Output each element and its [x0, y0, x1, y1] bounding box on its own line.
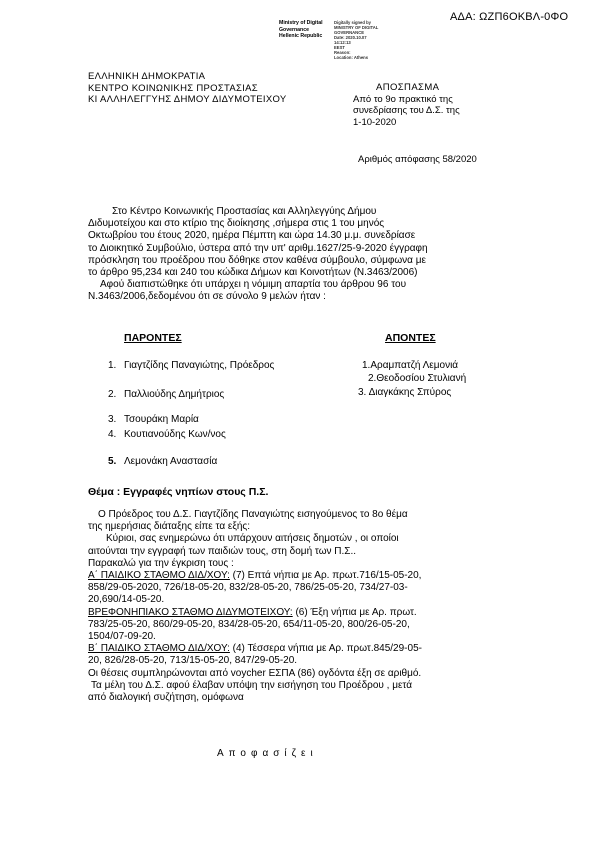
subject-line: Θέμα : Εγγραφές νηπίων στους Π.Σ. — [88, 486, 269, 498]
excerpt-block: ΑΠΟΣΠΑΣΜΑ Από το 9ο πρακτικό της συνεδρίασης του Δ.Σ. της 1-10-2020 — [353, 82, 460, 128]
present-heading: ΠΑΡΟΝΤΕΣ — [124, 332, 182, 344]
present-number: 1. — [108, 360, 117, 371]
issuer-header: ΕΛΛΗΝΙΚΗ ΔΗΜΟΚΡΑΤΙΑ ΚΕΝΤΡΟ ΚΟΙΝΩΝΙΚΗΣ ΠΡΟΣΤΑΣΙΑΣ ΚΙ ΑΛΛΗΛΕΓΓΥΗΣ ΔΗΜΟΥ ΔΙΔΥΜΟΤΕΙΧΟΥ — [88, 71, 287, 105]
decision-body: Ο Πρόεδρος του Δ.Σ. Γιαγτζίδης Παναγιώτης εισηγούμενος το 8ο θέμα της ημερήσιας διάταξης είπε τα εξής: Κύριοι, σας ενημερώνω ότι υπάρχουν αιτήσεις δημοτών , οι οποίοι αιτούνται την εγγραφή των παιδιών τους, στη δομή των Π.Σ.. Παρακαλώ για την έγκριση τους : Α΄ ΠΑΙΔΙΚΟ ΣΤΑΘΜΟ ΔΙΔ/ΧΟΥ: (7) Επτά νήπια με Αρ. πρωτ.716/15-05-20, 858/29-05-2020, 726/18-05-20, 832/28-05-20, 786/25-05-20, 734/27-03- 20,690/14-05-20. ΒΡΕΦΟΝΗΠΙΑΚΟ ΣΤΑΘΜΟ ΔΙΔΥΜΟΤΕΙΧΟΥ: (6) Έξη νήπια με Αρ. πρωτ. 783/25-05-20, 860/29-05-20, 834/28-05-20, 654/11-05-20, 800/26-05-20, 1504/07-09-20. Β΄ ΠΑΙΔΙΚΟ ΣΤΑΘΜΟ ΔΙΔ/ΧΟΥ: (4) Τέσσερα νήπια με Αρ. πρωτ.845/29-05- 20, 826/28-05-20, 713/15-05-20, 847/29-05-20. Οι θέσεις συμπληρώνονται από voycher ΕΣΠΑ (86) ογδόντα έξη σε αριθμό. Τα μέλη του Δ.Σ. αφού έλαβαν υπόψη την εισήγηση του Προέδρου , μετά από διαλογική συζήτηση, ομόφωνα — [88, 509, 422, 704]
decides-heading: Αποφασίζει — [217, 748, 318, 759]
present-number: 2. — [108, 389, 117, 400]
present-member: Γιαγτζίδης Παναγιώτης, Πρόεδρος — [124, 360, 275, 371]
present-member: Λεμονάκη Αναστασία — [124, 456, 218, 467]
present-member: Τσουράκη Μαρία — [124, 414, 199, 425]
nursery-station-label: ΒΡΕΦΟΝΗΠΙΑΚΟ ΣΤΑΘΜΟ ΔΙΔΥΜΟΤΕΙΧΟΥ: — [88, 606, 293, 618]
present-number: 5. — [108, 456, 117, 467]
station-a-label: Α΄ ΠΑΙΔΙΚΟ ΣΤΑΘΜΟ ΔΙΔ/ΧΟΥ: — [88, 570, 230, 582]
absent-member: 3. Διαγκάκης Σπύρος — [358, 387, 452, 398]
excerpt-title: ΑΠΟΣΠΑΣΜΑ — [376, 82, 440, 93]
present-member: Κουτιανούδης Κων/νος — [124, 429, 226, 440]
present-number: 3. — [108, 414, 117, 425]
ada-code: ΑΔΑ: ΩΖΠ6ΟΚΒΛ-0ΦΟ — [450, 11, 569, 23]
signature-stamp-org: Ministry of Digital Governance Hellenic Republic — [279, 20, 323, 39]
absent-heading: ΑΠΟΝΤΕΣ — [385, 332, 436, 344]
intro-paragraph: Στο Κέντρο Κοινωνικής Προστασίας και Αλληλεγγύης Δήμου Διδυμοτείχου και στο κτίριο της διοίκησης ,σήμερα στις 1 του μηνός Οκτωβρίου του έτους 2020, ημέρα Πέμπτη και ώρα 14.30 μ.μ. συνεδρίασε το Διοικητικό Συμβούλιο, ύστερα από την υπ' αριθμ.1627/25-9-2020 έγγραφη πρόσκληση του προέδρου που δόθηκε στον καθένα σύμβουλο, σύμφωνα με το άρθρο 95,234 και 240 του κώδικα Δήμων και Κοινοτήτων (Ν.3463/2006) Αφού διαπιστώθηκε ότι υπάρχει η νόμιμη απαρτία του άρθρου 96 του Ν.3463/2006,δεδομένου ότι σε σύνολο 9 μελών ήταν : — [88, 206, 428, 303]
decision-number: Αριθμός απόφασης 58/2020 — [358, 154, 477, 165]
absent-member: 2.Θεοδοσίου Στυλιανή — [368, 373, 467, 384]
present-number: 4. — [108, 429, 117, 440]
station-b-label: Β΄ ΠΑΙΔΙΚΟ ΣΤΑΘΜΟ ΔΙΔ/ΧΟΥ: — [88, 643, 230, 655]
absent-member: 1.Αραμπατζή Λεμονιά — [362, 360, 459, 371]
signature-stamp-details: Digitally signed by MINISTRY OF DIGITAL GOVERNANCE Date: 2020.10.07 14:12:13 EEST Reason: Location: Athens — [334, 20, 379, 60]
present-member: Παλλιούδης Δημήτριος — [124, 389, 225, 400]
